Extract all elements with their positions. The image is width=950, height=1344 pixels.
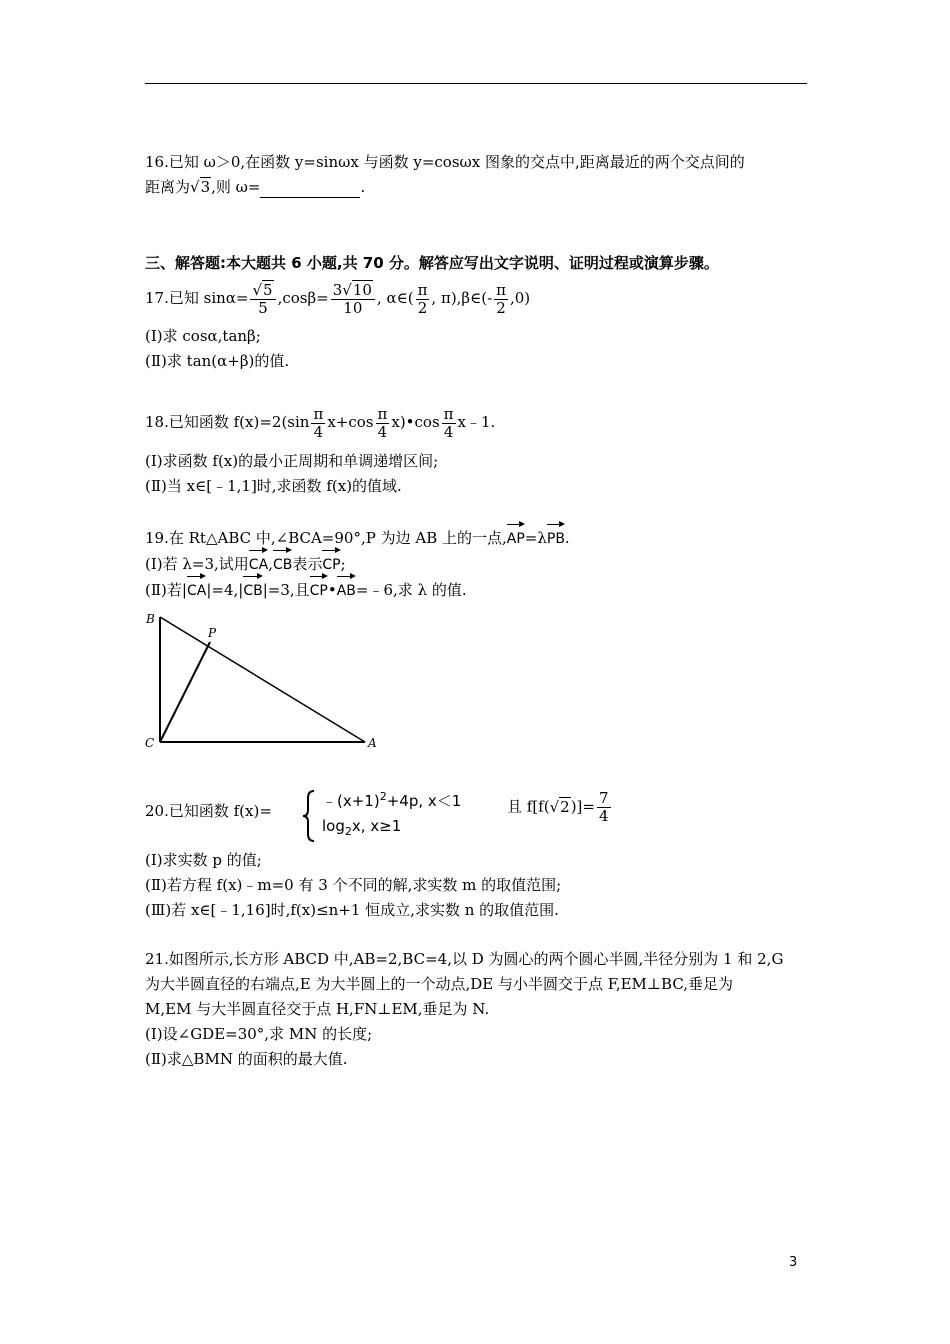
q16-line2: 距离为√3,则 ω= . bbox=[145, 178, 366, 196]
header-rule bbox=[145, 83, 807, 84]
q21-line2: 为大半圆直径的右端点,E 为大半圆上的一个动点,DE 与小半圆交于点 F,EM⊥BC,垂足为 bbox=[145, 975, 734, 993]
q19-part2: (Ⅱ)若|CA|=4,|CB|=3,且CP•AB=﹣6,求 λ 的值. bbox=[145, 574, 467, 602]
q20-condition: 且 f[f(√2)]= $\frac{7}{4}$ bbox=[507, 789, 609, 825]
label-b: B bbox=[146, 612, 155, 626]
cos-fraction: $\frac{3√10}{10}$ bbox=[331, 282, 375, 317]
q17-part2: (Ⅱ)求 tan(α+β)的值. bbox=[145, 352, 290, 370]
q21-line1: 21.如图所示,长方形 ABCD 中,AB=2,BC=4,以 D 为圆心的两个圆心半圆,半径分别为 1 和 2,G bbox=[145, 950, 784, 968]
q20-lead: 20.已知函数 f(x)= bbox=[145, 802, 272, 820]
answer-blank bbox=[260, 182, 360, 198]
page-number: 3 bbox=[789, 1255, 798, 1270]
q20-part3: (Ⅲ)若 x∈[﹣1,16]时,f(x)≤n+1 恒成立,求实数 n 的取值范围. bbox=[145, 901, 559, 919]
q17-line1: 17.已知 sinα= $\frac{√5}{5}$ ,cosβ= $\frac{3√10}{10}$ , α∈( $\frac{\pi}{2}$ , π),β∈(- $\frac{\pi}{2}$ ,0) bbox=[145, 280, 531, 317]
q20-case1: $﹣(x+1)^2+4p$, x＜1 bbox=[322, 790, 462, 810]
q16-line1: 16.已知 ω＞0,在函数 y=sinωx 与函数 y=cosωx 图象的交点中,距离最近的两个交点间的 bbox=[145, 153, 745, 171]
sqrt-3: √3 bbox=[190, 178, 211, 196]
q18-part1: (Ⅰ)求函数 f(x)的最小正周期和单调递增区间; bbox=[145, 452, 439, 470]
q20-part2: (Ⅱ)若方程 f(x)﹣m=0 有 3 个不同的解,求实数 m 的取值范围; bbox=[145, 876, 562, 894]
q20-case2: $\log_2x$, x≥1 bbox=[322, 817, 402, 838]
triangle-figure bbox=[140, 605, 390, 750]
q19-line1: 19.在 Rt△ABC 中,∠BCA=90°,P 为边 AB 上的一点,AP=λPB. bbox=[145, 522, 570, 550]
label-p: P bbox=[208, 626, 217, 640]
q18-part2: (Ⅱ)当 x∈[﹣1,1]时,求函数 f(x)的值域. bbox=[145, 477, 402, 495]
q18-line1: 18.已知函数 f(x)=2(sin $\frac{\pi}{4}$ x+cos $\frac{\pi}{4}$ x)•cos $\frac{\pi}{4}$ x﹣1. bbox=[145, 404, 496, 441]
q21-line3: M,EM 与大半圆直径交于点 H,FN⊥EM,垂足为 N. bbox=[145, 1000, 490, 1018]
sin-fraction: $\frac{√5}{5}$ bbox=[250, 282, 275, 317]
section-3-title: 三、解答题:本大题共 6 小题,共 70 分。解答应写出文字说明、证明过程或演算步骤。 bbox=[145, 254, 719, 272]
q21-part1: (Ⅰ)设∠GDE=30°,求 MN 的长度; bbox=[145, 1025, 373, 1043]
q17-part1: (Ⅰ)求 cosα,tanβ; bbox=[145, 327, 261, 345]
q20-part1: (Ⅰ)求实数 p 的值; bbox=[145, 851, 262, 869]
piecewise-brace bbox=[302, 790, 316, 842]
label-c: C bbox=[145, 736, 155, 750]
q19-part1: (Ⅰ)若 λ=3,试用CA,CB表示CP; bbox=[145, 548, 346, 576]
q21-part2: (Ⅱ)求△BMN 的面积的最大值. bbox=[145, 1050, 348, 1068]
label-a: A bbox=[368, 736, 377, 750]
